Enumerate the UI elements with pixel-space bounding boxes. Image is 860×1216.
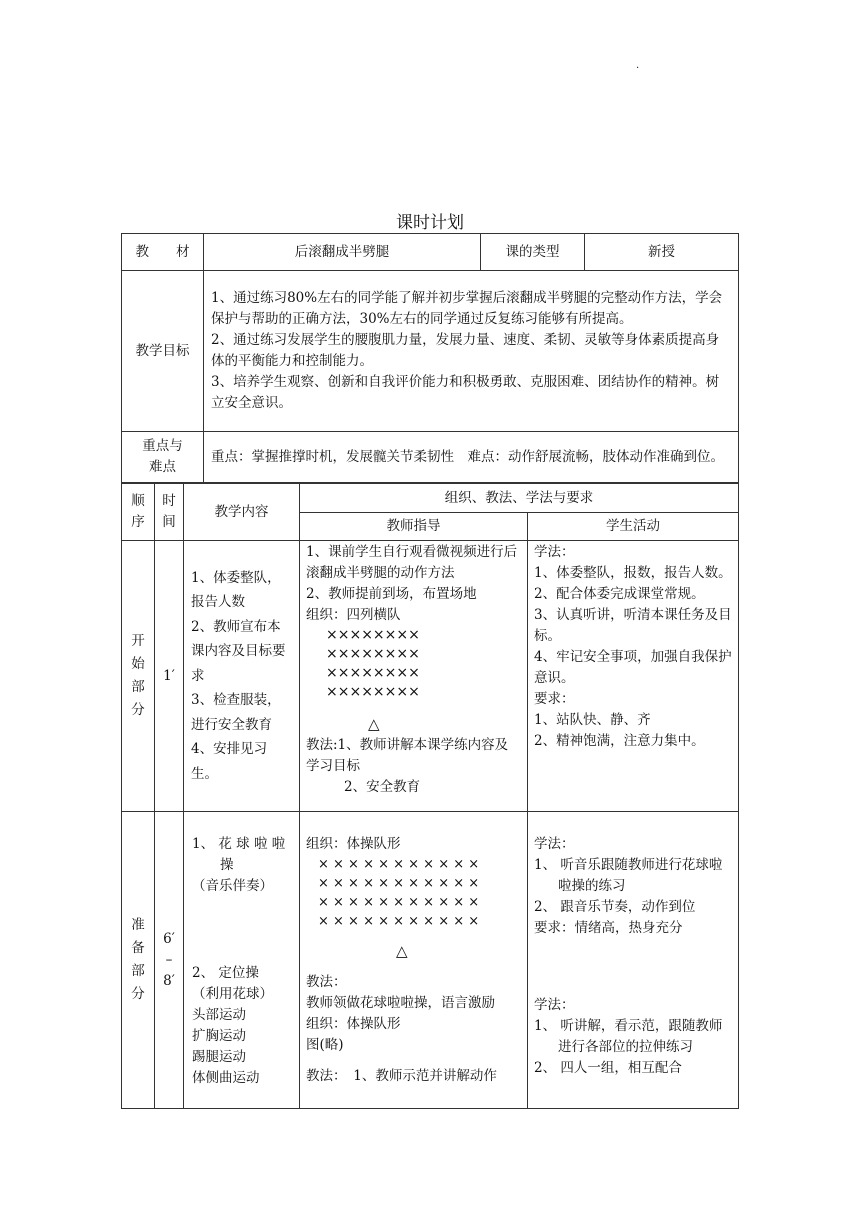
lesson-header-table [121, 233, 739, 483]
prep-move: 体侧曲运动 [192, 1070, 260, 1086]
start-student-item: 2、配合体委完成课堂常规。 [534, 586, 705, 602]
page-dot: . [636, 60, 640, 71]
section-start-char-2: 始 [131, 656, 145, 672]
start-student-req-item: 2、精神饱满，注意力集中。 [534, 733, 705, 749]
page-title: 课时计划 [396, 213, 464, 233]
prep-move: 头部运动 [192, 1007, 246, 1023]
start-teacher-method1: 教法:1、教师讲解本课学练内容及学习目标 [306, 737, 509, 774]
prep-student-head2: 学法： [534, 997, 575, 1013]
start-student-item: 3、认真听讲，听清本课任务及目标。 [534, 607, 732, 644]
org-header: 组织、教法、学法与要求 [300, 484, 739, 513]
prep-content-item1: 1、 花 球 啦 啦 [192, 836, 286, 852]
section-start-name [122, 541, 155, 812]
teacher-header: 教师指导 [300, 513, 528, 541]
section-prep-teacher [300, 812, 528, 1109]
section-start-teacher [300, 541, 528, 812]
prep-student-item: 2、 跟音乐节奏，动作到位 [534, 899, 696, 915]
prep-teacher-method2: 教法： 1、教师示范并讲解动作 [306, 1068, 497, 1084]
start-teacher-org: 组织：四列横队 [306, 607, 401, 623]
prep-student-item: 1、 听音乐跟随教师进行花球啦啦操的练习 [534, 857, 723, 894]
prep-formation [306, 855, 521, 931]
section-start-content [184, 541, 300, 812]
formation-row: × × × × × × × × × × × [318, 876, 480, 891]
start-student-req-item: 1、站队快、静、齐 [534, 712, 651, 728]
section-prep-char-4: 分 [131, 986, 145, 1002]
prep-teacher-method-head: 教法： [306, 974, 347, 990]
type-label: 课的类型 [481, 234, 585, 271]
time-header-1: 时 [162, 493, 176, 509]
start-content-1: 1、体委整队，报告人数 [191, 569, 281, 611]
start-student-req: 要求： [534, 691, 575, 707]
formation-row: × × × × × × × × × × × [318, 857, 480, 872]
prep-content-item2-note: （利用花球） [192, 986, 273, 1002]
prep-teacher-fig: 图(略) [306, 1037, 344, 1053]
content-header: 教学内容 [184, 484, 300, 541]
prep-student-item: 2、 四人一组，相互配合 [534, 1060, 682, 1076]
order-header-1: 顺 [131, 493, 145, 509]
prep-move: 踢腿运动 [192, 1049, 246, 1065]
prep-content-item1-note: （音乐伴奏） [192, 878, 273, 894]
material-label: 教 材 [122, 234, 204, 271]
section-prep-time [155, 812, 184, 1109]
goal-3: 3、培养学生观察、创新和自我评价能力和积极勇敢、克服困难、团结协作的精神。树立安全意识。 [211, 374, 720, 411]
prep-content-item2: 2、 定位操 [192, 965, 259, 981]
key-points-label-line1: 重点与 [142, 438, 183, 454]
type-value: 新授 [585, 234, 739, 271]
section-prep-content [184, 812, 300, 1109]
prep-teacher-method-text: 教师领做花球啦啦操，语言激励 [306, 995, 495, 1011]
prep-content-item1-cont: 操 [220, 857, 234, 873]
start-student-head: 学法： [534, 544, 575, 560]
section-prep-char-3: 部 [131, 963, 145, 979]
section-start-char-1: 开 [131, 633, 145, 649]
time-header-2: 间 [162, 514, 176, 530]
prep-student-req: 要求：情绪高，热身充分 [534, 920, 683, 936]
time-header [155, 484, 184, 541]
prep-student-head1: 学法： [534, 836, 575, 852]
section-prep-char-2: 备 [131, 940, 145, 956]
start-content-3: 3、检查服装，进行安全教育 [191, 692, 281, 733]
goal-2: 2、通过练习发展学生的腰腹肌力量，发展力量、速度、柔韧、灵敏等身体素质提高身体的平衡能力和控制能力。 [211, 332, 720, 369]
order-header [122, 484, 155, 541]
start-teacher-line2: 2、教师提前到场，布置场地 [306, 586, 477, 602]
prep-student-item: 1、 听讲解，看示范，跟随教师进行各部位的拉伸练习 [534, 1018, 723, 1055]
goals-cell [204, 271, 739, 432]
start-formation [306, 626, 521, 702]
goal-1: 1、通过练习80%左右的同学能了解并初步掌握后滚翻成半劈腿的完整动作方法，学会保护与帮助的正确方法，30%左右的同学通过反复练习能够有所提高。 [211, 290, 723, 327]
prep-time-3: 8′ [163, 972, 175, 989]
start-content-2: 2、教师宣布本课内容及目标要求 [191, 618, 286, 684]
student-header: 学生活动 [528, 513, 739, 541]
key-points-text: 重点：掌握推撑时机，发展髋关节柔韧性 难点：动作舒展流畅，肢体动作准确到位。 [204, 432, 739, 483]
section-start-student [528, 541, 739, 812]
teacher-triangle-icon: △ [368, 715, 380, 733]
start-student-item: 4、牢记安全事项，加强自我保护意识。 [534, 649, 732, 686]
prep-move: 扩胸运动 [192, 1028, 246, 1044]
start-teacher-line1: 1、课前学生自行观看微视频进行后滚翻成半劈腿的动作方法 [306, 544, 518, 581]
section-prep-name [122, 812, 155, 1109]
key-points-label [122, 432, 204, 483]
material-value: 后滚翻成半劈腿 [204, 234, 481, 271]
prep-teacher-org: 组织：体操队形 [306, 836, 401, 852]
order-header-2: 序 [131, 514, 145, 530]
section-start-time: 1′ [155, 541, 184, 812]
formation-row: × × × × × × × × × × × [318, 895, 480, 910]
formation-row: × × × × × × × × × × × [318, 914, 480, 929]
start-teacher-method2: 2、安全教育 [344, 779, 421, 795]
section-prep-char-1: 准 [131, 917, 145, 933]
prep-time-2: – [165, 951, 173, 968]
goals-label: 教学目标 [122, 271, 204, 432]
section-start-char-4: 分 [131, 702, 145, 718]
formation-row: ×××××××× [326, 646, 420, 662]
formation-row: ×××××××× [326, 684, 420, 700]
section-prep-student [528, 812, 739, 1109]
key-points-label-line2: 难点 [149, 459, 176, 475]
prep-time-1: 6′ [163, 930, 175, 947]
formation-row: ×××××××× [326, 627, 420, 643]
start-student-item: 1、体委整队，报数，报告人数。 [534, 565, 732, 581]
start-content-4: 4、安排见习生。 [191, 741, 268, 782]
teacher-triangle-icon: △ [396, 942, 408, 960]
section-start-char-3: 部 [131, 679, 145, 695]
prep-teacher-org2: 组织：体操队形 [306, 1016, 401, 1032]
lesson-process-table [121, 483, 739, 1109]
formation-row: ×××××××× [326, 665, 420, 681]
